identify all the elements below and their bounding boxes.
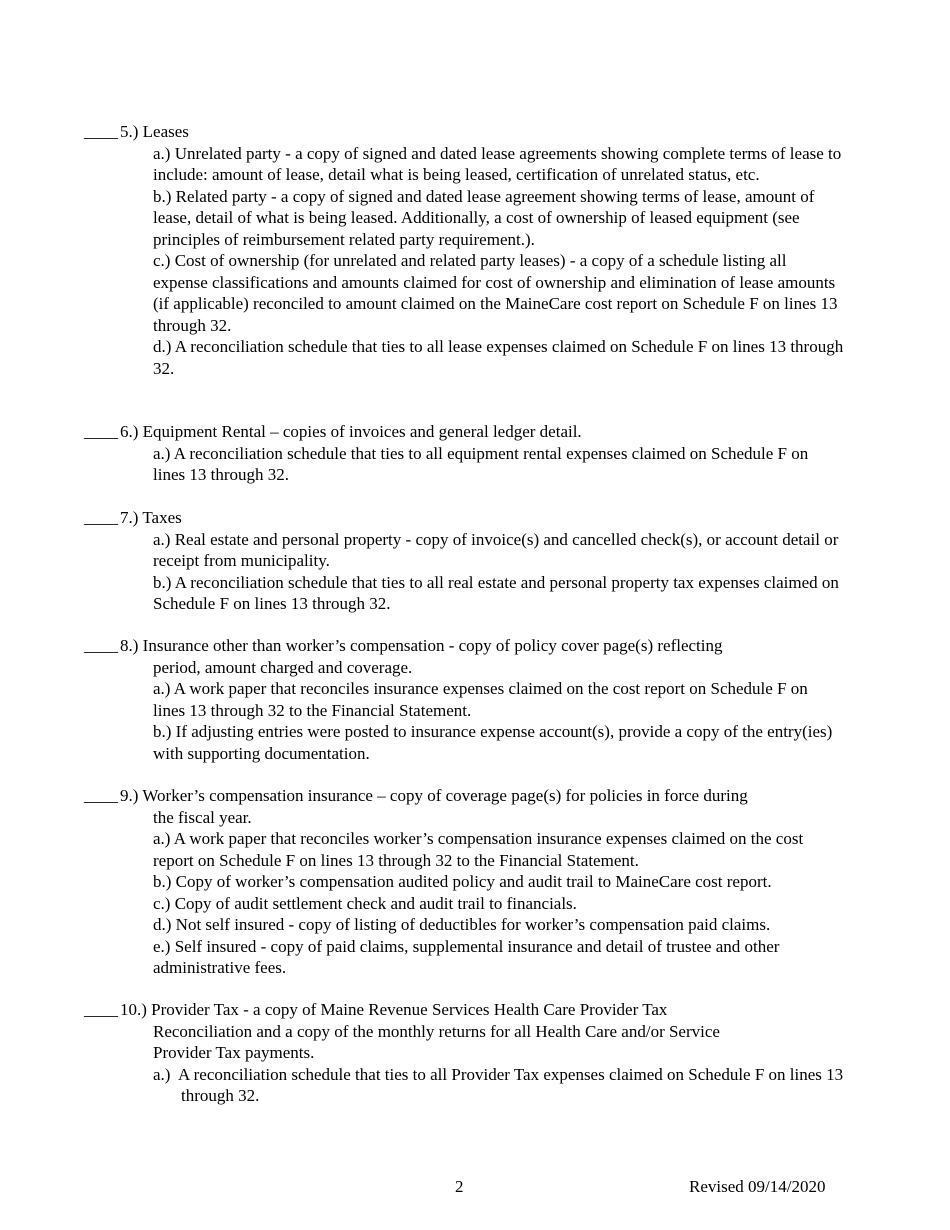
section-equipment-rental [84, 421, 844, 486]
checkbox-blank-line [84, 507, 120, 529]
list-item: b.) A reconciliation schedule that ties to all real estate and personal property tax expenses claimed on Schedule F on lines 13 through 32. [153, 572, 839, 613]
section-heading: ____7.) Taxes [84, 507, 844, 529]
section-taxes [84, 507, 844, 615]
section-insurance [84, 635, 844, 764]
section-provider-tax [84, 999, 844, 1107]
list-item: b.) Related party - a copy of signed and dated lease agreement showing terms of lease, amount of lease, detail of what is being leased. Additionally, a cost of ownership of leased equipment (see principles of reimbursement related party requirement.). [153, 186, 815, 249]
checkbox-blank-line [84, 785, 120, 807]
item-label: a.) [153, 1064, 171, 1084]
revision-date: Revised 09/14/2020 [689, 1177, 826, 1196]
section-heading-continuation: the fiscal year. [153, 807, 252, 827]
list-item: a.) A work paper that reconciles worker’s compensation insurance expenses claimed on the cost report on Schedule F on lines 13 through 32 to the Financial Statement. [153, 829, 804, 870]
item-list [153, 143, 844, 380]
list-item: a.) A reconciliation schedule that ties to all equipment rental expenses claimed on Schedule F on lines 13 through 32. [153, 443, 809, 484]
section-workers-comp [84, 785, 844, 979]
section-heading: ____8.) Insurance other than worker’s compensation - copy of policy cover page(s) reflecting [84, 635, 844, 657]
page-number: 2 [455, 1177, 464, 1196]
section-heading-continuation: Reconciliation and a copy of the monthly returns for all Health Care and/or Service Provider Tax payments. [153, 1021, 720, 1062]
checkbox-blank-line [84, 635, 120, 657]
checkbox-blank-line [84, 999, 120, 1021]
section-heading: ____6.) Equipment Rental – copies of invoices and general ledger detail. [84, 421, 844, 443]
item-list [153, 657, 844, 765]
section-heading-continuation: period, amount charged and coverage. [153, 657, 413, 677]
list-item: a.) Real estate and personal property - copy of invoice(s) and cancelled check(s), or account detail or receipt from municipality. [153, 529, 839, 570]
list-item [153, 1064, 844, 1107]
item-text: A reconciliation schedule that ties to all Provider Tax expenses claimed on Schedule F on lines 13 through 32. [178, 1064, 844, 1105]
list-item: b.) If adjusting entries were posted to insurance expense account(s), provide a copy of the entry(ies) with supporting documentation. [153, 722, 833, 763]
item-list [153, 529, 844, 615]
checkbox-blank-line [84, 421, 120, 443]
list-item: d.) Not self insured - copy of listing of deductibles for worker’s compensation paid claims. [153, 915, 771, 934]
list-item: e.) Self insured - copy of paid claims, supplemental insurance and detail of trustee and other administrative fees. [153, 936, 780, 977]
section-heading: ____9.) Worker’s compensation insurance – copy of coverage page(s) for policies in force during [84, 785, 844, 807]
list-item: d.) A reconciliation schedule that ties to all lease expenses claimed on Schedule F on lines 13 through 32. [153, 337, 844, 378]
checkbox-blank-line [84, 121, 120, 143]
list-item: b.) Copy of worker’s compensation audited policy and audit trail to MaineCare cost report. [153, 872, 772, 891]
list-item: c.) Cost of ownership (for unrelated and related party leases) - a copy of a schedule listing all expense classifications and amounts claimed for cost of ownership and elimination of lease amounts (if applicable) reconciled to amount claimed on the MaineCare cost report on Schedule F on lines 13 through 32. [153, 251, 838, 335]
section-heading: ____10.) Provider Tax - a copy of Maine Revenue Services Health Care Provider Tax [84, 999, 844, 1021]
list-item: a.) A work paper that reconciles insurance expenses claimed on the cost report on Schedule F on lines 13 through 32 to the Financial Statement. [153, 679, 808, 720]
section-heading: ____5.) Leases [84, 121, 844, 143]
item-list [153, 807, 844, 979]
list-item: a.) Unrelated party - a copy of signed and dated lease agreements showing complete terms of lease to include: amount of lease, detail what is being leased, certification of unrelated status, etc. [153, 143, 842, 184]
item-list [153, 443, 844, 486]
section-leases [84, 121, 844, 379]
list-item: c.) Copy of audit settlement check and audit trail to financials. [153, 893, 577, 913]
